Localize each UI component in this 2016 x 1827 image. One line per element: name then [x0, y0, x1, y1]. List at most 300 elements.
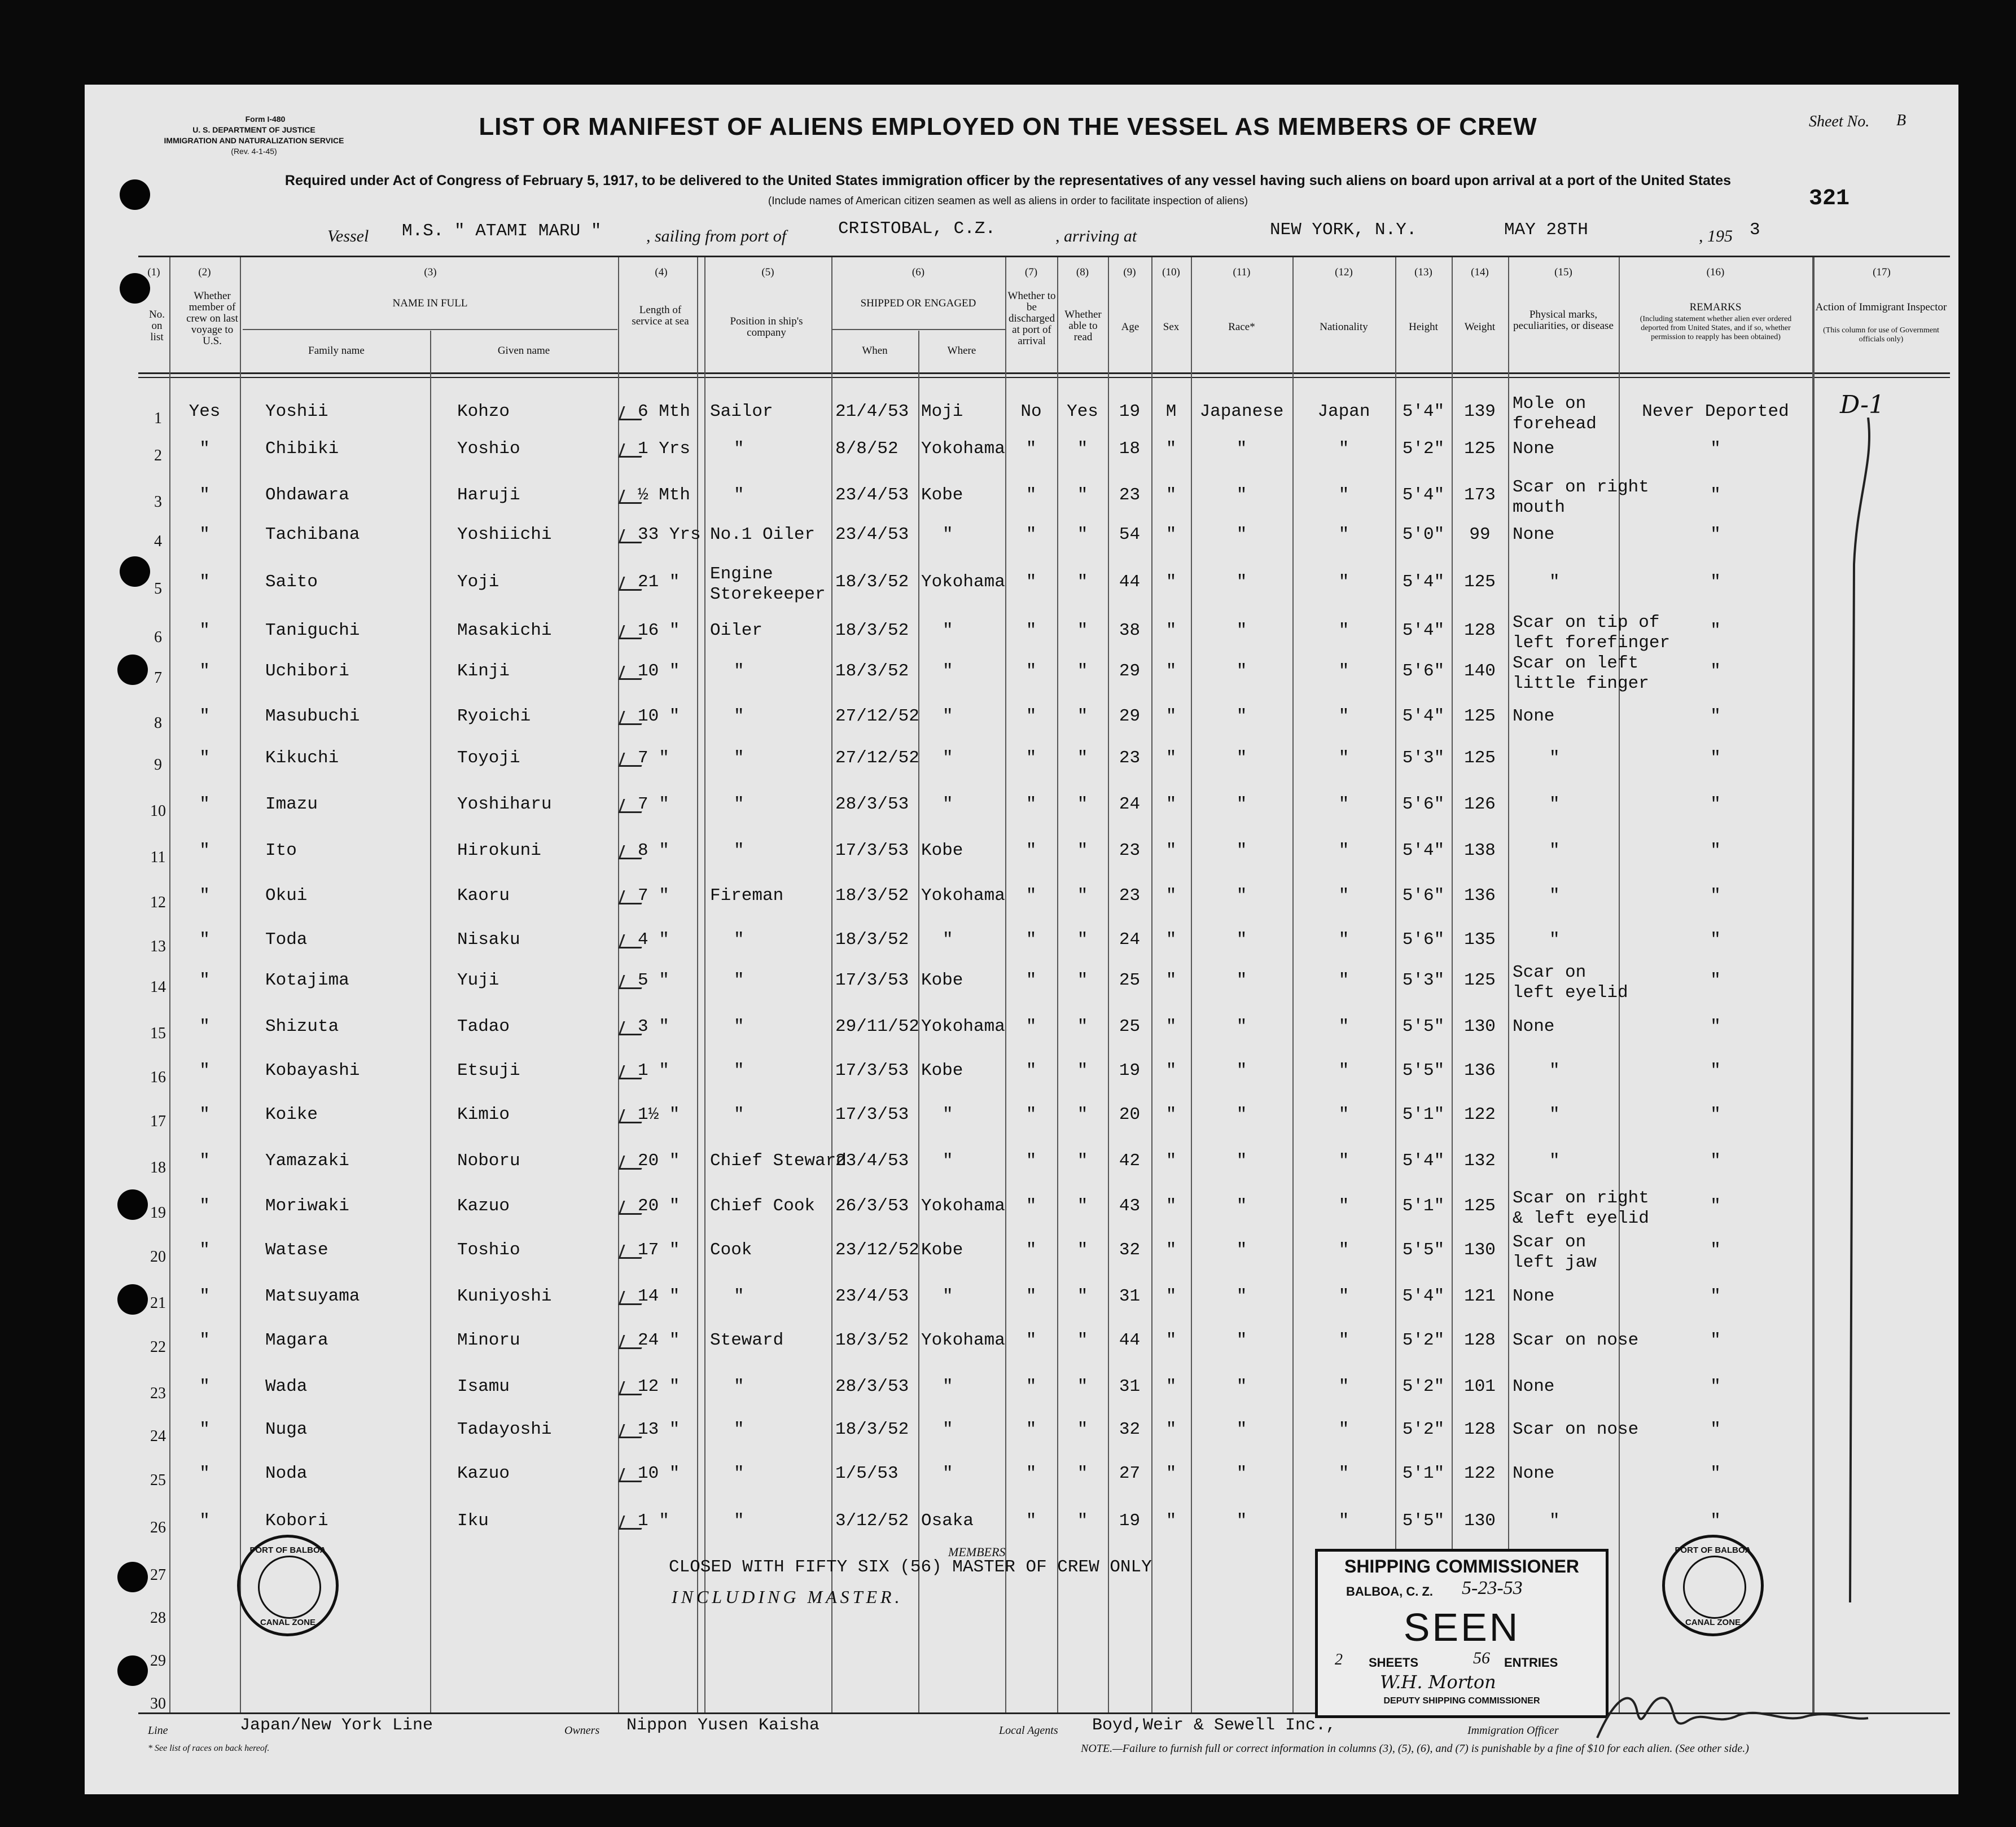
race-cell: " [1236, 1420, 1247, 1439]
header-c3: NAME IN FULL [392, 297, 468, 309]
physical-marks-cell: Scar on left eyelid [1513, 963, 1628, 1003]
race-cell: " [1236, 886, 1247, 906]
discharged-cell: " [1025, 1511, 1037, 1531]
shipped-where-cell: Yokohama [921, 1017, 1005, 1037]
family-name-cell: Moriwaki [265, 1196, 349, 1216]
closing-text: CLOSED WITH FIFTY SIX (56) MASTER OF CREW ONLY [669, 1557, 1152, 1577]
able-to-read-cell: " [1077, 748, 1088, 768]
column-divider [831, 257, 832, 1712]
able-to-read-cell: Yes [1067, 402, 1098, 421]
age-cell: 38 [1119, 621, 1141, 640]
remarks-cell: " [1710, 621, 1721, 640]
row-number: 22 [150, 1338, 166, 1356]
height-cell: 5'3" [1402, 748, 1445, 768]
shipped-where-cell: " [943, 525, 953, 544]
remarks-cell: " [1710, 1377, 1721, 1396]
closing-handwritten: INCLUDING MASTER. [672, 1587, 903, 1607]
race-cell: " [1236, 1196, 1247, 1216]
header-c16-note: (Including statement whether alien ever ordered deported from United States, and if so, whether permission to reapply has been obtained) [1640, 315, 1792, 341]
header-c6b: Where [947, 345, 976, 357]
shipped-where-cell: Yokohama [921, 886, 1005, 906]
column-number: (17) [1873, 266, 1891, 278]
stamp-sheets-count: 2 [1335, 1651, 1343, 1668]
shipped-where-cell: Kobe [921, 1061, 963, 1081]
service-cell: 13 " [638, 1420, 680, 1439]
family-name-cell: Uchibori [265, 661, 349, 681]
stamp-entries-count: 56 [1473, 1649, 1490, 1667]
service-cell: 14 " [638, 1286, 680, 1306]
discharged-cell: " [1025, 525, 1037, 544]
nationality-cell: " [1338, 621, 1349, 640]
weight-cell: 130 [1464, 1511, 1496, 1531]
row-number: 27 [150, 1566, 166, 1584]
shipped-when-cell: 23/4/53 [835, 485, 909, 505]
stamp-entries-label: ENTRIES [1504, 1655, 1558, 1670]
able-to-read-cell: " [1077, 841, 1088, 860]
sex-cell: " [1165, 525, 1177, 544]
position-cell: Sailor [710, 402, 773, 421]
voyage-cell: " [199, 525, 210, 544]
stamp-sheets-label: SHEETS [1369, 1655, 1419, 1670]
row-number: 6 [154, 629, 162, 646]
given-name-cell: Ryoichi [457, 706, 531, 726]
header-c11: Race* [1228, 321, 1255, 333]
able-to-read-cell: " [1077, 1511, 1088, 1531]
header-c4: Length of service at sea [632, 304, 689, 327]
age-cell: 23 [1119, 841, 1141, 860]
shipped-when-cell: 18/3/52 [835, 1420, 909, 1439]
header-bottom-rule-2 [138, 377, 1950, 378]
discharged-cell: " [1025, 706, 1037, 726]
physical-marks-cell: None [1513, 1464, 1555, 1483]
weight-cell: 99 [1469, 525, 1491, 544]
shipped-where-cell: Kobe [921, 485, 963, 505]
position-cell: " [734, 748, 744, 768]
weight-cell: 128 [1464, 1420, 1496, 1439]
sex-cell: " [1165, 841, 1177, 860]
shipped-where-cell: " [943, 661, 953, 681]
given-name-cell: Masakichi [457, 621, 552, 640]
position-cell: Oiler [710, 621, 763, 640]
position-cell: " [734, 661, 744, 681]
physical-marks-cell: " [1549, 930, 1560, 950]
races-note: * See list of races on back hereof. [148, 1743, 270, 1753]
family-name-cell: Koike [265, 1105, 318, 1125]
position-cell: Engine Storekeeper [710, 564, 826, 604]
row-number: 20 [150, 1248, 166, 1266]
port-seal-left [237, 1535, 339, 1636]
officer-label: Immigration Officer [1467, 1724, 1559, 1737]
family-name-cell: Kobayashi [265, 1061, 360, 1081]
sailing-port: CRISTOBAL, C.Z. [838, 219, 996, 239]
weight-cell: 136 [1464, 1061, 1496, 1081]
shipped-when-cell: 17/3/53 [835, 970, 909, 990]
nationality-cell: " [1338, 1464, 1349, 1483]
shipped-where-cell: Yokohama [921, 1330, 1005, 1350]
position-cell: " [734, 1377, 744, 1396]
weight-cell: 130 [1464, 1240, 1496, 1260]
position-cell: " [734, 1105, 744, 1125]
document-title: LIST OR MANIFEST OF ALIENS EMPLOYED ON THE VESSEL AS MEMBERS OF CREW [479, 113, 1537, 140]
height-cell: 5'5" [1402, 1061, 1445, 1081]
sex-cell: " [1165, 1286, 1177, 1306]
weight-cell: 125 [1464, 970, 1496, 990]
race-cell: " [1236, 1286, 1247, 1306]
able-to-read-cell: " [1077, 1464, 1088, 1483]
shipped-where-cell: Kobe [921, 841, 963, 860]
column-number: (11) [1233, 266, 1251, 278]
remarks-cell: " [1710, 748, 1721, 768]
age-cell: 19 [1119, 1511, 1141, 1531]
inspector-mark: D-1 [1840, 390, 1884, 419]
weight-cell: 173 [1464, 485, 1496, 505]
column-number: (14) [1471, 266, 1489, 278]
given-name-cell: Yuji [457, 970, 499, 990]
discharged-cell: " [1025, 841, 1037, 860]
age-cell: 23 [1119, 485, 1141, 505]
service-cell: 12 " [638, 1377, 680, 1396]
shipped-when-cell: 18/3/52 [835, 1330, 909, 1350]
family-name-cell: Watase [265, 1240, 328, 1260]
column-number: (9) [1123, 266, 1136, 278]
seal-bottom-text: CANAL ZONE [260, 1618, 316, 1627]
race-cell: " [1236, 748, 1247, 768]
row-number: 8 [154, 714, 162, 732]
row-number: 16 [150, 1069, 166, 1086]
arriving-port: NEW YORK, N.Y. [1270, 220, 1417, 240]
shipped-where-cell: Yokohama [921, 572, 1005, 592]
vessel-name: M.S. " ATAMI MARU " [402, 221, 602, 241]
sex-cell: " [1165, 1105, 1177, 1125]
height-cell: 5'4" [1402, 1151, 1445, 1171]
row-number: 9 [154, 756, 162, 774]
family-name-cell: Matsuyama [265, 1286, 360, 1306]
row-number: 25 [150, 1472, 166, 1489]
seal-bottom-text: CANAL ZONE [1685, 1618, 1741, 1627]
year-prefix: , 195 [1699, 227, 1733, 245]
shipped-where-cell: Kobe [921, 1240, 963, 1260]
shipped-when-cell: 17/3/53 [835, 1105, 909, 1125]
header-c17-note: (This column for use of Government officials only) [1823, 326, 1939, 344]
sex-cell: " [1165, 970, 1177, 990]
position-cell: Chief Steward [710, 1151, 847, 1171]
weight-cell: 121 [1464, 1286, 1496, 1306]
service-cell: 1½ " [638, 1105, 680, 1125]
column-number: (13) [1414, 266, 1432, 278]
stamp-location: BALBOA, C. Z. [1346, 1584, 1433, 1598]
discharged-cell: " [1025, 970, 1037, 990]
remarks-cell: " [1710, 1017, 1721, 1037]
column-number: (3) [424, 266, 437, 278]
nationality-cell: " [1338, 1017, 1349, 1037]
weight-cell: 128 [1464, 621, 1496, 640]
stamp-signature: W.H. Morton [1380, 1671, 1496, 1693]
able-to-read-cell: " [1077, 525, 1088, 544]
sex-cell: " [1165, 572, 1177, 592]
age-cell: 25 [1119, 970, 1141, 990]
remarks-cell: " [1710, 794, 1721, 814]
age-cell: 42 [1119, 1151, 1141, 1171]
race-cell: " [1236, 1330, 1247, 1350]
given-name-cell: Yoshiichi [457, 525, 552, 544]
height-cell: 5'5" [1402, 1511, 1445, 1531]
header-c12: Nationality [1320, 321, 1368, 333]
service-cell: 16 " [638, 621, 680, 640]
voyage-cell: " [199, 970, 210, 990]
age-cell: 19 [1119, 402, 1141, 421]
row-number: 10 [150, 802, 166, 820]
column-number: (10) [1162, 266, 1180, 278]
arriving-label: , arriving at [1055, 227, 1137, 245]
remarks-cell: " [1710, 661, 1721, 681]
age-cell: 29 [1119, 706, 1141, 726]
remarks-cell: Never Deported [1642, 402, 1789, 421]
row-number: 18 [150, 1159, 166, 1176]
physical-marks-cell: " [1549, 841, 1560, 860]
family-name-cell: Ohdawara [265, 485, 349, 505]
column-number: (2) [198, 266, 211, 278]
remarks-cell: " [1710, 1196, 1721, 1216]
nationality-cell: " [1338, 439, 1349, 459]
age-cell: 18 [1119, 439, 1141, 459]
race-cell: " [1236, 970, 1247, 990]
sex-cell: " [1165, 794, 1177, 814]
shipped-when-cell: 3/12/52 [835, 1511, 909, 1531]
position-cell: " [734, 485, 744, 505]
height-cell: 5'2" [1402, 1377, 1445, 1396]
nationality-cell: " [1338, 1061, 1349, 1081]
position-cell: " [734, 1061, 744, 1081]
physical-marks-cell: None [1513, 1017, 1555, 1037]
sex-cell: " [1165, 748, 1177, 768]
port-seal-right [1662, 1535, 1764, 1636]
service-cell: 4 " [638, 930, 669, 950]
family-name-cell: Tachibana [265, 525, 360, 544]
row-number: 26 [150, 1519, 166, 1536]
physical-marks-cell: Mole on forehead [1513, 394, 1597, 434]
footer-note: NOTE.—Failure to furnish full or correct information in columns (3), (5), (6), and (7) is punishable by a fine of $10 for each alien. (See other side.) [1081, 1742, 1749, 1755]
header-c16: REMARKS [1689, 301, 1742, 313]
given-name-cell: Toyoji [457, 748, 520, 768]
discharged-cell: " [1025, 930, 1037, 950]
remarks-cell: " [1710, 930, 1721, 950]
nationality-cell: " [1338, 706, 1349, 726]
age-cell: 44 [1119, 1330, 1141, 1350]
position-cell: " [734, 794, 744, 814]
column-number: (4) [655, 266, 668, 278]
position-cell: " [734, 1420, 744, 1439]
shipped-where-cell: " [943, 748, 953, 768]
nationality-cell: " [1338, 1286, 1349, 1306]
remarks-cell: " [1710, 1464, 1721, 1483]
height-cell: 5'6" [1402, 661, 1445, 681]
row-number: 28 [150, 1609, 166, 1627]
age-cell: 29 [1119, 661, 1141, 681]
voyage-cell: " [199, 621, 210, 640]
age-cell: 44 [1119, 572, 1141, 592]
sex-cell: " [1165, 1511, 1177, 1531]
remarks-cell: " [1710, 525, 1721, 544]
shipped-where-cell: " [943, 1464, 953, 1483]
column-divider [430, 331, 431, 1712]
service-cell: 8 " [638, 841, 669, 860]
nationality-cell: " [1338, 886, 1349, 906]
nationality-cell: " [1338, 930, 1349, 950]
header-c9: Age [1121, 321, 1140, 333]
service-cell: 7 " [638, 794, 669, 814]
shipped-where-cell: " [943, 1105, 953, 1125]
given-name-cell: Noboru [457, 1151, 520, 1171]
row-number: 3 [154, 493, 162, 511]
column-number: (6) [911, 266, 925, 278]
physical-marks-cell: Scar on right & left eyelid [1513, 1188, 1649, 1228]
inspector-line [1834, 418, 1891, 1619]
header-c8: Whether able to read [1064, 309, 1102, 343]
discharged-cell: " [1025, 1464, 1037, 1483]
row-number: 1 [154, 410, 162, 427]
members-insert: MEMBERS [948, 1545, 1006, 1559]
service-cell: 5 " [638, 970, 669, 990]
height-cell: 5'2" [1402, 439, 1445, 459]
race-cell: " [1236, 1511, 1247, 1531]
physical-marks-cell: Scar on nose [1513, 1330, 1639, 1350]
voyage-cell: " [199, 1377, 210, 1396]
nationality-cell: " [1338, 572, 1349, 592]
remarks-cell: " [1710, 841, 1721, 860]
family-name-cell: Ito [265, 841, 297, 860]
position-cell: " [734, 439, 744, 459]
race-cell: " [1236, 706, 1247, 726]
sex-cell: " [1165, 886, 1177, 906]
shipped-when-cell: 21/4/53 [835, 402, 909, 421]
family-name-cell: Taniguchi [265, 621, 360, 640]
shipped-when-cell: 27/12/52 [835, 748, 919, 768]
height-cell: 5'0" [1402, 525, 1445, 544]
weight-cell: 126 [1464, 794, 1496, 814]
shipped-subrule [831, 329, 1005, 330]
age-cell: 32 [1119, 1420, 1141, 1439]
discharged-cell: " [1025, 1196, 1037, 1216]
given-name-cell: Kuniyoshi [457, 1286, 552, 1306]
nationality-cell: " [1338, 748, 1349, 768]
remarks-cell: " [1710, 1105, 1721, 1125]
service-cell: 3 " [638, 1017, 669, 1037]
discharged-cell: " [1025, 1061, 1037, 1081]
sex-cell: " [1165, 1420, 1177, 1439]
height-cell: 5'4" [1402, 706, 1445, 726]
able-to-read-cell: " [1077, 1377, 1088, 1396]
sex-cell: " [1165, 1061, 1177, 1081]
voyage-cell: " [199, 1330, 210, 1350]
race-cell: " [1236, 1061, 1247, 1081]
row-number: 29 [150, 1652, 166, 1670]
age-cell: 24 [1119, 794, 1141, 814]
remarks-cell: " [1710, 485, 1721, 505]
weight-cell: 122 [1464, 1105, 1496, 1125]
position-cell: " [734, 1017, 744, 1037]
remarks-cell: " [1710, 572, 1721, 592]
shipped-when-cell: 18/3/52 [835, 621, 909, 640]
given-name-cell: Kazuo [457, 1464, 510, 1483]
service-cell: 17 " [638, 1240, 680, 1260]
weight-cell: 128 [1464, 1330, 1496, 1350]
height-cell: 5'4" [1402, 841, 1445, 860]
row-number: 30 [150, 1695, 166, 1712]
weight-cell: 130 [1464, 1017, 1496, 1037]
revision: (Rev. 4-1-45) [231, 147, 277, 156]
weight-cell: 136 [1464, 886, 1496, 906]
row-number: 5 [154, 580, 162, 598]
weight-cell: 125 [1464, 706, 1496, 726]
physical-marks-cell: None [1513, 439, 1555, 459]
voyage-cell: " [199, 572, 210, 592]
service-cell: 20 " [638, 1151, 680, 1171]
shipped-where-cell: " [943, 1420, 953, 1439]
service-cell: 1 Yrs [638, 439, 691, 459]
shipped-where-cell: Kobe [921, 970, 963, 990]
shipped-when-cell: 23/4/53 [835, 1286, 909, 1306]
discharged-cell: " [1025, 886, 1037, 906]
height-cell: 5'5" [1402, 1017, 1445, 1037]
able-to-read-cell: " [1077, 621, 1088, 640]
height-cell: 5'1" [1402, 1196, 1445, 1216]
row-number: 4 [154, 533, 162, 550]
race-cell: " [1236, 794, 1247, 814]
nationality-cell: " [1338, 485, 1349, 505]
voyage-cell: " [199, 1105, 210, 1125]
race-cell: " [1236, 841, 1247, 860]
discharged-cell: " [1025, 1151, 1037, 1171]
service-cell: 1 " [638, 1511, 669, 1531]
physical-marks-cell: None [1513, 706, 1555, 726]
family-name-cell: Noda [265, 1464, 308, 1483]
family-name-cell: Yoshii [265, 402, 328, 421]
header-c17: Action of Immigrant Inspector [1815, 301, 1947, 313]
nationality-cell: " [1338, 1196, 1349, 1216]
sex-cell: " [1165, 1196, 1177, 1216]
remarks-cell: " [1710, 706, 1721, 726]
physical-marks-cell: Scar on left little finger [1513, 653, 1649, 693]
discharged-cell: " [1025, 1377, 1037, 1396]
family-name-cell: Masubuchi [265, 706, 360, 726]
header-c2: Whether member of crew on last voyage to U.S. [186, 290, 238, 347]
header-bottom-rule [138, 372, 1950, 374]
shipped-where-cell: Yokohama [921, 439, 1005, 459]
discharged-cell: " [1025, 1330, 1037, 1350]
given-name-cell: Nisaku [457, 930, 520, 950]
given-name-cell: Haruji [457, 485, 520, 505]
family-name-cell: Kotajima [265, 970, 349, 990]
physical-marks-cell: " [1549, 572, 1560, 592]
row-number: 17 [150, 1113, 166, 1130]
header-c14: Weight [1464, 321, 1496, 333]
remarks-cell: " [1710, 1240, 1721, 1260]
given-name-cell: Etsuji [457, 1061, 520, 1081]
line-label: Line [148, 1724, 168, 1737]
column-divider [1813, 257, 1815, 1712]
age-cell: 19 [1119, 1061, 1141, 1081]
physical-marks-cell: Scar on nose [1513, 1420, 1639, 1439]
weight-cell: 139 [1464, 402, 1496, 421]
page-number: 321 [1809, 186, 1850, 212]
seal-emblem [258, 1556, 321, 1619]
family-name-cell: Nuga [265, 1420, 308, 1439]
race-cell: " [1236, 1151, 1247, 1171]
physical-marks-cell: None [1513, 1377, 1555, 1396]
voyage-cell: " [199, 1240, 210, 1260]
service-cell: 24 " [638, 1330, 680, 1350]
family-name-cell: Kobori [265, 1511, 328, 1531]
